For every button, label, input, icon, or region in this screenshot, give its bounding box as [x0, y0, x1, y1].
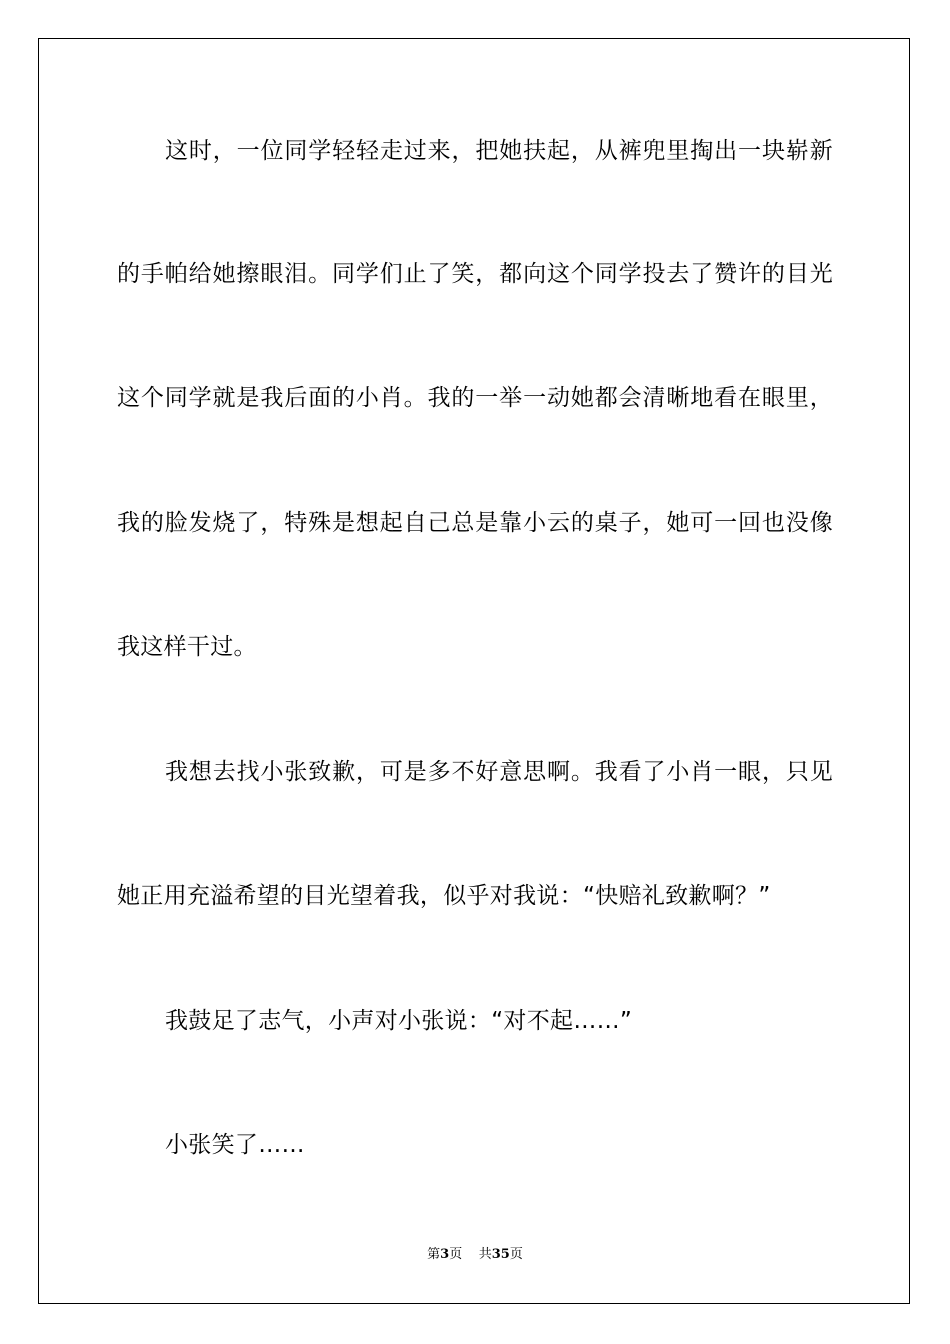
paragraph-line: 我鼓足了志气，小声对小张说：“对不起……”	[165, 1008, 633, 1034]
page-suffix: 页	[449, 1247, 463, 1262]
paragraph-line: 我的脸发烧了，特殊是想起自己总是靠小云的桌子，她可一回也没像	[117, 510, 833, 536]
total-prefix: 共	[478, 1247, 492, 1262]
paragraph-line: 这时，一位同学轻轻走过来，把她扶起，从裤兜里掏出一块崭新	[165, 138, 833, 164]
total-suffix: 页	[509, 1247, 523, 1262]
paragraph-line: 她正用充溢希望的目光望着我，似乎对我说：“快赔礼致歉啊？”	[117, 883, 771, 909]
paragraph-line: 小张笑了……	[165, 1132, 305, 1158]
page-border	[38, 38, 910, 1304]
total-pages: 35	[491, 1247, 510, 1262]
page-footer	[0, 1246, 950, 1264]
page-number: 3	[440, 1247, 450, 1262]
paragraph-line: 的手帕给她擦眼泪。同学们止了笑，都向这个同学投去了赞许的目光	[117, 261, 833, 287]
page-prefix: 第	[427, 1247, 441, 1262]
paragraph-line: 这个同学就是我后面的小肖。我的一举一动她都会清晰地看在眼里，	[117, 385, 833, 411]
paragraph-line: 我想去找小张致歉，可是多不好意思啊。我看了小肖一眼，只见	[165, 759, 833, 785]
paragraph-line: 我这样干过。	[117, 634, 257, 660]
